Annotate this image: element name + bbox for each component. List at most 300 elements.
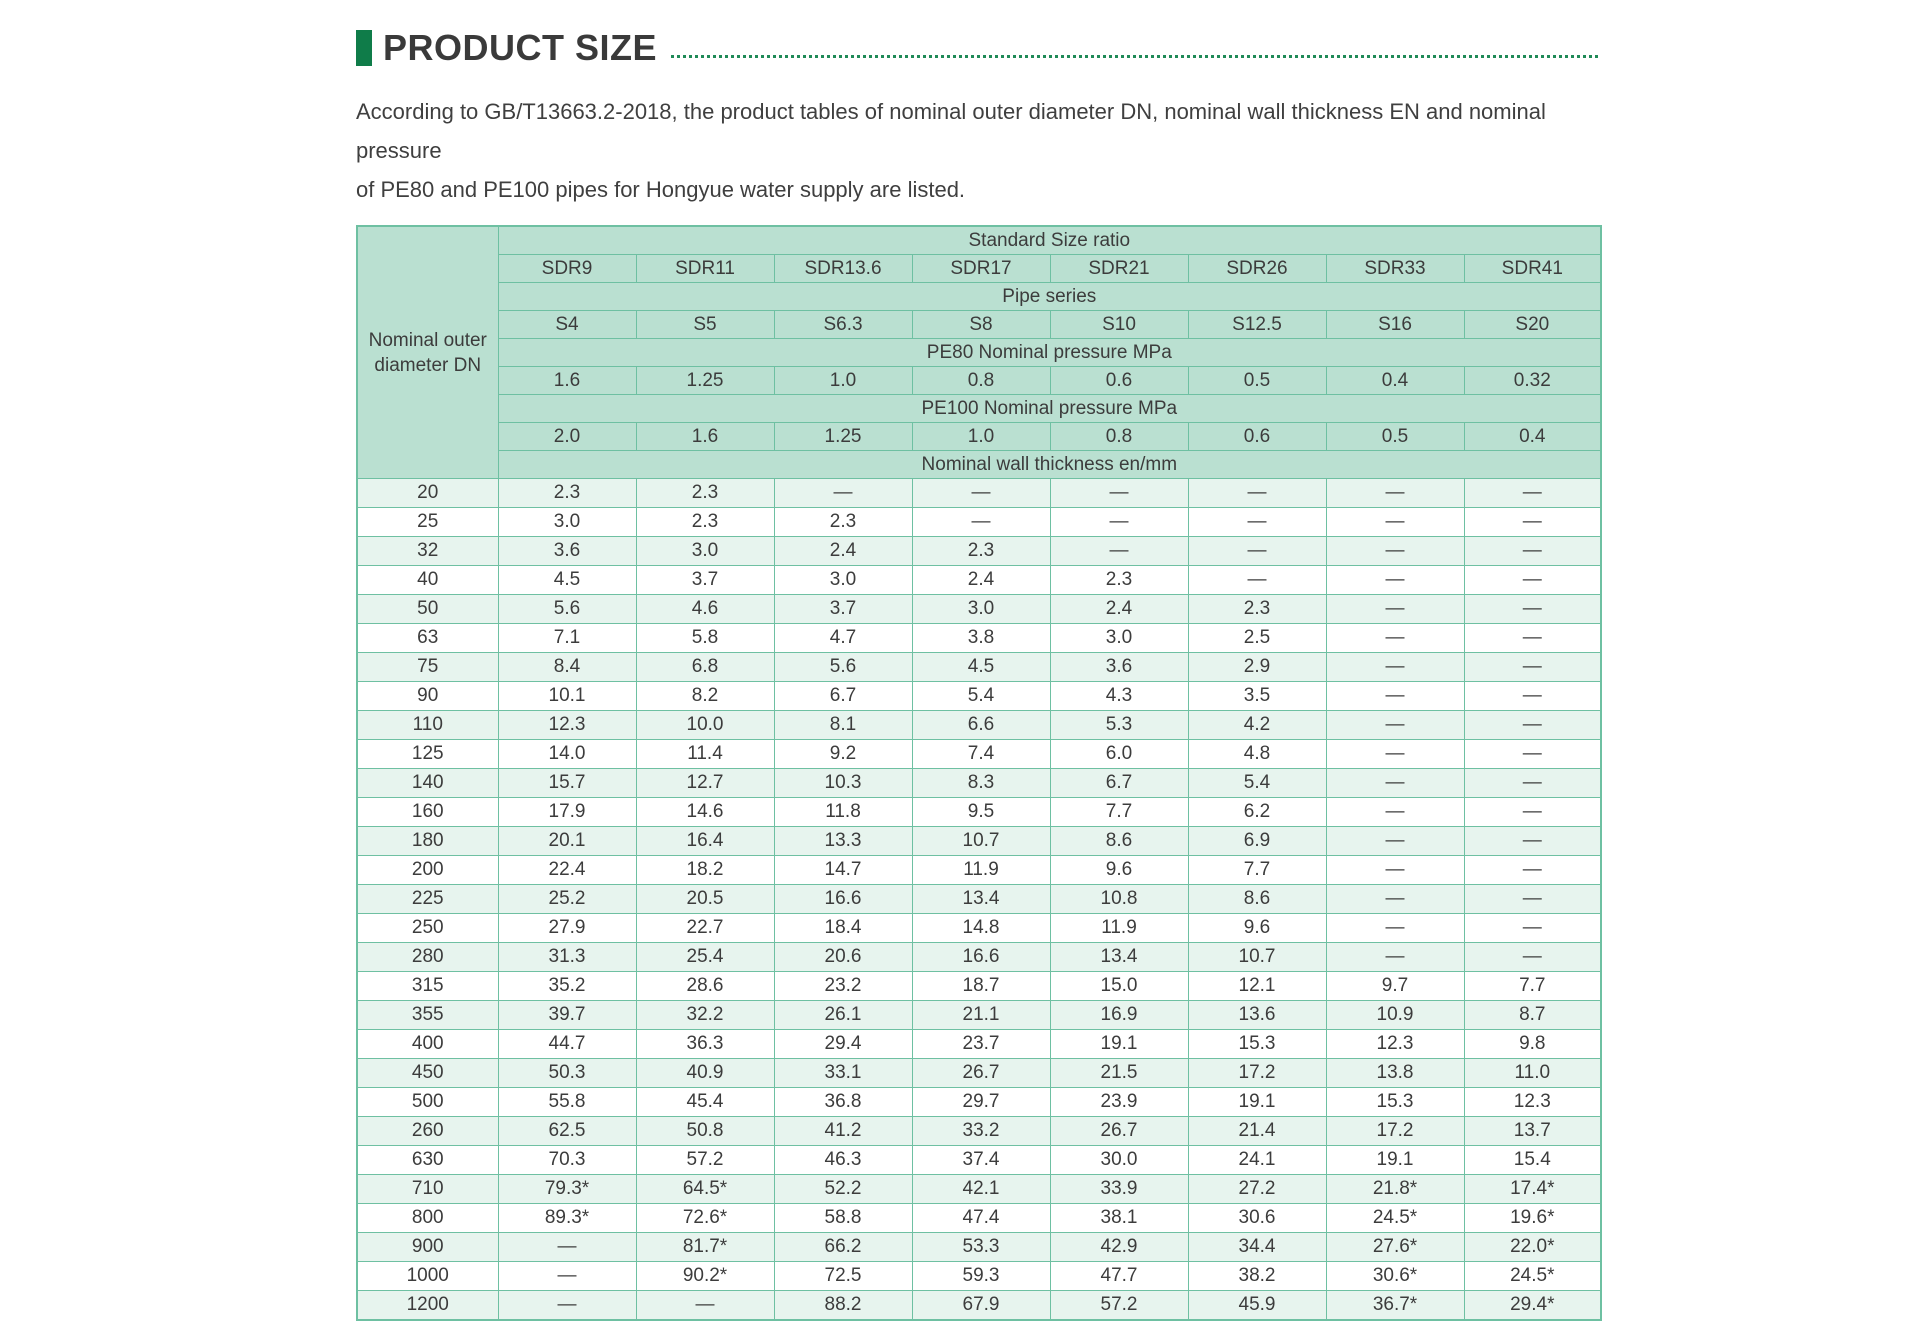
thickness-cell: 12.3 [498, 711, 636, 740]
thickness-cell: 16.4 [636, 827, 774, 856]
dn-cell: 20 [357, 479, 498, 508]
thickness-cell: 6.7 [774, 682, 912, 711]
thickness-cell: 23.2 [774, 972, 912, 1001]
thickness-cell: 26.7 [912, 1059, 1050, 1088]
thickness-cell: 4.5 [912, 653, 1050, 682]
header-group-label-standard-size-ratio: Standard Size ratio [498, 226, 1601, 255]
thickness-cell: 44.7 [498, 1030, 636, 1059]
thickness-cell: — [1326, 885, 1464, 914]
page-content [356, 26, 1598, 1321]
thickness-cell: 7.7 [1464, 972, 1601, 1001]
thickness-cell: 4.2 [1188, 711, 1326, 740]
table-row [357, 972, 1601, 1001]
header-row-pe100-label [357, 395, 1601, 423]
sdr-header-cell: SDR26 [1188, 255, 1326, 283]
thickness-cell: 5.6 [774, 653, 912, 682]
table-row [357, 798, 1601, 827]
thickness-cell: 2.3 [1050, 566, 1188, 595]
table-row [357, 1204, 1601, 1233]
thickness-cell: — [1326, 479, 1464, 508]
header-row-sdr [357, 255, 1601, 283]
thickness-cell: — [1326, 798, 1464, 827]
table-row [357, 1291, 1601, 1321]
thickness-cell: 16.9 [1050, 1001, 1188, 1030]
thickness-cell: — [1464, 479, 1601, 508]
dn-cell: 260 [357, 1117, 498, 1146]
thickness-cell: 19.1 [1188, 1088, 1326, 1117]
thickness-cell: 13.3 [774, 827, 912, 856]
thickness-cell: 50.8 [636, 1117, 774, 1146]
thickness-cell: 6.6 [912, 711, 1050, 740]
thickness-cell: — [1464, 653, 1601, 682]
thickness-cell: 20.5 [636, 885, 774, 914]
thickness-cell: — [1326, 827, 1464, 856]
thickness-cell: 21.8* [1326, 1175, 1464, 1204]
thickness-cell: — [1464, 711, 1601, 740]
table-row [357, 1088, 1601, 1117]
thickness-cell: 90.2* [636, 1262, 774, 1291]
thickness-cell: — [1464, 537, 1601, 566]
dn-cell: 630 [357, 1146, 498, 1175]
section-header [356, 26, 1598, 70]
thickness-cell: 25.4 [636, 943, 774, 972]
thickness-cell: 3.0 [636, 537, 774, 566]
thickness-cell: 28.6 [636, 972, 774, 1001]
thickness-cell: — [1464, 566, 1601, 595]
thickness-cell: 4.3 [1050, 682, 1188, 711]
thickness-cell: 2.4 [912, 566, 1050, 595]
pe80-pressure-cell: 1.0 [774, 367, 912, 395]
thickness-cell: 19.1 [1326, 1146, 1464, 1175]
thickness-cell: 16.6 [912, 943, 1050, 972]
dn-cell: 75 [357, 653, 498, 682]
thickness-cell: 45.9 [1188, 1291, 1326, 1321]
series-header-cell: S4 [498, 311, 636, 339]
pe80-pressure-cell: 0.4 [1326, 367, 1464, 395]
thickness-cell: 4.7 [774, 624, 912, 653]
thickness-cell: 2.3 [636, 479, 774, 508]
dn-cell: 1200 [357, 1291, 498, 1321]
table-row [357, 1146, 1601, 1175]
thickness-cell: 31.3 [498, 943, 636, 972]
dn-cell: 25 [357, 508, 498, 537]
thickness-cell: 36.7* [1326, 1291, 1464, 1321]
table-row [357, 769, 1601, 798]
thickness-cell: 2.3 [774, 508, 912, 537]
table-row [357, 1233, 1601, 1262]
thickness-cell: 2.4 [1050, 595, 1188, 624]
thickness-cell: 4.8 [1188, 740, 1326, 769]
thickness-cell: 8.3 [912, 769, 1050, 798]
thickness-cell: 14.8 [912, 914, 1050, 943]
series-header-cell: S10 [1050, 311, 1188, 339]
table-row [357, 653, 1601, 682]
dn-cell: 180 [357, 827, 498, 856]
thickness-cell: 6.2 [1188, 798, 1326, 827]
thickness-cell: 47.4 [912, 1204, 1050, 1233]
thickness-cell: — [1326, 856, 1464, 885]
table-header [357, 226, 1601, 479]
thickness-cell: 58.8 [774, 1204, 912, 1233]
thickness-cell: 12.3 [1326, 1030, 1464, 1059]
table-row [357, 1059, 1601, 1088]
thickness-cell: 16.6 [774, 885, 912, 914]
pe100-pressure-cell: 2.0 [498, 423, 636, 451]
thickness-cell: 23.9 [1050, 1088, 1188, 1117]
thickness-cell: — [1464, 624, 1601, 653]
thickness-cell: — [774, 479, 912, 508]
thickness-cell: 8.6 [1188, 885, 1326, 914]
thickness-cell: 26.7 [1050, 1117, 1188, 1146]
thickness-cell: 40.9 [636, 1059, 774, 1088]
thickness-cell: 3.6 [1050, 653, 1188, 682]
thickness-cell: 4.6 [636, 595, 774, 624]
thickness-cell: 10.3 [774, 769, 912, 798]
table-body [357, 479, 1601, 1321]
thickness-cell: 3.8 [912, 624, 1050, 653]
thickness-cell: 21.5 [1050, 1059, 1188, 1088]
thickness-cell: — [1464, 885, 1601, 914]
dn-cell: 225 [357, 885, 498, 914]
thickness-cell: 24.5* [1464, 1262, 1601, 1291]
thickness-cell: — [1326, 740, 1464, 769]
thickness-cell: 21.4 [1188, 1117, 1326, 1146]
thickness-cell: — [1188, 508, 1326, 537]
pe80-pressure-cell: 0.32 [1464, 367, 1601, 395]
thickness-cell: 29.7 [912, 1088, 1050, 1117]
table-row [357, 682, 1601, 711]
thickness-cell: 13.8 [1326, 1059, 1464, 1088]
thickness-cell: 10.7 [1188, 943, 1326, 972]
thickness-cell: 2.3 [1188, 595, 1326, 624]
thickness-cell: 5.8 [636, 624, 774, 653]
thickness-cell: 12.7 [636, 769, 774, 798]
pe80-pressure-cell: 1.25 [636, 367, 774, 395]
table-row [357, 508, 1601, 537]
thickness-cell: 6.0 [1050, 740, 1188, 769]
thickness-cell: 45.4 [636, 1088, 774, 1117]
thickness-cell: 6.8 [636, 653, 774, 682]
intro-line-1: According to GB/T13663.2-2018, the product tables of nominal outer diameter DN, nominal wall thickness EN and nominal pressure [356, 99, 1546, 163]
sdr-header-cell: SDR9 [498, 255, 636, 283]
page-title: PRODUCT SIZE [383, 27, 658, 68]
thickness-cell: 27.2 [1188, 1175, 1326, 1204]
table-row [357, 914, 1601, 943]
dn-cell: 800 [357, 1204, 498, 1233]
dn-cell: 32 [357, 537, 498, 566]
series-header-cell: S6.3 [774, 311, 912, 339]
thickness-cell: 66.2 [774, 1233, 912, 1262]
thickness-cell: 30.6* [1326, 1262, 1464, 1291]
dn-cell: 125 [357, 740, 498, 769]
thickness-cell: 7.7 [1188, 856, 1326, 885]
thickness-cell: 10.7 [912, 827, 1050, 856]
thickness-cell: 29.4* [1464, 1291, 1601, 1321]
header-group-label-pe80: PE80 Nominal pressure MPa [498, 339, 1601, 367]
thickness-cell: 24.5* [1326, 1204, 1464, 1233]
thickness-cell: 3.0 [1050, 624, 1188, 653]
thickness-cell: 3.0 [498, 508, 636, 537]
thickness-cell: 6.7 [1050, 769, 1188, 798]
table-row [357, 1117, 1601, 1146]
header-row-pe80-values [357, 367, 1601, 395]
thickness-cell: — [498, 1262, 636, 1291]
thickness-cell: 2.9 [1188, 653, 1326, 682]
thickness-cell: — [1326, 682, 1464, 711]
thickness-cell: 72.6* [636, 1204, 774, 1233]
pe80-pressure-cell: 1.6 [498, 367, 636, 395]
pe80-pressure-cell: 0.6 [1050, 367, 1188, 395]
pe100-pressure-cell: 0.6 [1188, 423, 1326, 451]
thickness-cell: 20.6 [774, 943, 912, 972]
thickness-cell: 50.3 [498, 1059, 636, 1088]
dn-cell: 160 [357, 798, 498, 827]
thickness-cell: 33.1 [774, 1059, 912, 1088]
thickness-cell: 11.9 [1050, 914, 1188, 943]
thickness-cell: — [1326, 914, 1464, 943]
thickness-cell: 8.6 [1050, 827, 1188, 856]
thickness-cell: — [498, 1233, 636, 1262]
header-row-series [357, 311, 1601, 339]
thickness-cell: — [1464, 508, 1601, 537]
table-row [357, 1030, 1601, 1059]
thickness-cell: 23.7 [912, 1030, 1050, 1059]
table-row [357, 885, 1601, 914]
thickness-cell: 41.2 [774, 1117, 912, 1146]
thickness-cell: 81.7* [636, 1233, 774, 1262]
table-row [357, 740, 1601, 769]
thickness-cell: 11.0 [1464, 1059, 1601, 1088]
thickness-cell: 10.0 [636, 711, 774, 740]
thickness-cell: — [636, 1291, 774, 1321]
table-row [357, 943, 1601, 972]
sdr-header-cell: SDR13.6 [774, 255, 912, 283]
dn-cell: 500 [357, 1088, 498, 1117]
thickness-cell: 57.2 [636, 1146, 774, 1175]
thickness-cell: 19.6* [1464, 1204, 1601, 1233]
thickness-cell: 18.4 [774, 914, 912, 943]
table-row [357, 479, 1601, 508]
thickness-cell: 9.7 [1326, 972, 1464, 1001]
pe100-pressure-cell: 1.25 [774, 423, 912, 451]
header-group-label-pe100: PE100 Nominal pressure MPa [498, 395, 1601, 423]
thickness-cell: — [1464, 769, 1601, 798]
thickness-cell: 39.7 [498, 1001, 636, 1030]
thickness-cell: 21.1 [912, 1001, 1050, 1030]
thickness-cell: 3.5 [1188, 682, 1326, 711]
sdr-header-cell: SDR21 [1050, 255, 1188, 283]
thickness-cell: 14.6 [636, 798, 774, 827]
thickness-cell: — [1050, 508, 1188, 537]
thickness-cell: 18.2 [636, 856, 774, 885]
dn-cell: 1000 [357, 1262, 498, 1291]
thickness-cell: 3.7 [636, 566, 774, 595]
thickness-cell: 38.2 [1188, 1262, 1326, 1291]
thickness-cell: 36.8 [774, 1088, 912, 1117]
pe100-pressure-cell: 0.5 [1326, 423, 1464, 451]
series-header-cell: S8 [912, 311, 1050, 339]
thickness-cell: 15.4 [1464, 1146, 1601, 1175]
dn-cell: 355 [357, 1001, 498, 1030]
thickness-cell: 18.7 [912, 972, 1050, 1001]
pe100-pressure-cell: 1.0 [912, 423, 1050, 451]
thickness-cell: 4.5 [498, 566, 636, 595]
dn-cell: 900 [357, 1233, 498, 1262]
thickness-cell: 2.5 [1188, 624, 1326, 653]
thickness-cell: 2.3 [498, 479, 636, 508]
header-group-label-wall-thickness: Nominal wall thickness en/mm [498, 451, 1601, 479]
series-header-cell: S20 [1464, 311, 1601, 339]
thickness-cell: 55.8 [498, 1088, 636, 1117]
thickness-cell: 22.4 [498, 856, 636, 885]
thickness-cell: 62.5 [498, 1117, 636, 1146]
thickness-cell: 3.6 [498, 537, 636, 566]
series-header-cell: S5 [636, 311, 774, 339]
thickness-cell: 52.2 [774, 1175, 912, 1204]
table-row [357, 711, 1601, 740]
thickness-cell: 17.9 [498, 798, 636, 827]
thickness-cell: 79.3* [498, 1175, 636, 1204]
thickness-cell: — [1326, 595, 1464, 624]
table-row [357, 624, 1601, 653]
sdr-header-cell: SDR41 [1464, 255, 1601, 283]
thickness-cell: — [1326, 653, 1464, 682]
thickness-cell: — [1326, 508, 1464, 537]
thickness-cell: 5.6 [498, 595, 636, 624]
thickness-cell: 27.6* [1326, 1233, 1464, 1262]
thickness-cell: 9.6 [1188, 914, 1326, 943]
table-row [357, 1001, 1601, 1030]
dn-cell: 400 [357, 1030, 498, 1059]
thickness-cell: 8.4 [498, 653, 636, 682]
dn-cell: 40 [357, 566, 498, 595]
thickness-cell: 22.7 [636, 914, 774, 943]
thickness-cell: — [498, 1291, 636, 1321]
thickness-cell: 8.1 [774, 711, 912, 740]
series-header-cell: S12.5 [1188, 311, 1326, 339]
dn-cell: 710 [357, 1175, 498, 1204]
thickness-cell: 15.3 [1326, 1088, 1464, 1117]
pe80-pressure-cell: 0.8 [912, 367, 1050, 395]
thickness-cell: — [1464, 682, 1601, 711]
thickness-cell: 15.7 [498, 769, 636, 798]
thickness-cell: 20.1 [498, 827, 636, 856]
thickness-cell: 30.0 [1050, 1146, 1188, 1175]
thickness-cell: 42.1 [912, 1175, 1050, 1204]
table-row [357, 1262, 1601, 1291]
thickness-cell: 3.7 [774, 595, 912, 624]
thickness-cell: — [1464, 798, 1601, 827]
thickness-cell: — [1464, 856, 1601, 885]
dn-cell: 315 [357, 972, 498, 1001]
pe100-pressure-cell: 0.8 [1050, 423, 1188, 451]
thickness-cell: 11.8 [774, 798, 912, 827]
dn-cell: 450 [357, 1059, 498, 1088]
thickness-cell: 88.2 [774, 1291, 912, 1321]
thickness-cell: 13.7 [1464, 1117, 1601, 1146]
thickness-cell: 26.1 [774, 1001, 912, 1030]
thickness-cell: 12.3 [1464, 1088, 1601, 1117]
thickness-cell: 10.1 [498, 682, 636, 711]
pe100-pressure-cell: 0.4 [1464, 423, 1601, 451]
thickness-cell: 53.3 [912, 1233, 1050, 1262]
thickness-cell: 22.0* [1464, 1233, 1601, 1262]
thickness-cell: 8.2 [636, 682, 774, 711]
thickness-cell: 11.4 [636, 740, 774, 769]
sdr-header-cell: SDR33 [1326, 255, 1464, 283]
sdr-header-cell: SDR11 [636, 255, 774, 283]
thickness-cell: 10.9 [1326, 1001, 1464, 1030]
header-row-wall-thickness [357, 451, 1601, 479]
thickness-cell: 15.0 [1050, 972, 1188, 1001]
thickness-cell: 25.2 [498, 885, 636, 914]
table-row [357, 1175, 1601, 1204]
thickness-cell: — [1326, 624, 1464, 653]
thickness-cell: 5.4 [1188, 769, 1326, 798]
thickness-cell: — [1188, 566, 1326, 595]
thickness-cell: 37.4 [912, 1146, 1050, 1175]
thickness-cell: — [1326, 537, 1464, 566]
dn-cell: 50 [357, 595, 498, 624]
header-row-pe80-label [357, 339, 1601, 367]
thickness-cell: — [1464, 914, 1601, 943]
dn-cell: 200 [357, 856, 498, 885]
thickness-cell: — [1050, 537, 1188, 566]
header-row-standard-size-ratio [357, 226, 1601, 255]
pe80-pressure-cell: 0.5 [1188, 367, 1326, 395]
thickness-cell: 15.3 [1188, 1030, 1326, 1059]
thickness-cell: 57.2 [1050, 1291, 1188, 1321]
thickness-cell: 2.3 [636, 508, 774, 537]
thickness-cell: 35.2 [498, 972, 636, 1001]
thickness-cell: 14.7 [774, 856, 912, 885]
thickness-cell: 5.4 [912, 682, 1050, 711]
product-size-table [356, 225, 1602, 1321]
thickness-cell: 33.9 [1050, 1175, 1188, 1204]
thickness-cell: — [1188, 537, 1326, 566]
thickness-cell: 42.9 [1050, 1233, 1188, 1262]
thickness-cell: 6.9 [1188, 827, 1326, 856]
thickness-cell: — [912, 508, 1050, 537]
dn-cell: 90 [357, 682, 498, 711]
thickness-cell: 2.3 [912, 537, 1050, 566]
title-bullet-icon [356, 30, 372, 66]
table-row [357, 566, 1601, 595]
thickness-cell: — [1188, 479, 1326, 508]
thickness-cell: 30.6 [1188, 1204, 1326, 1233]
thickness-cell: 9.2 [774, 740, 912, 769]
thickness-cell: 13.6 [1188, 1001, 1326, 1030]
thickness-cell: 46.3 [774, 1146, 912, 1175]
thickness-cell: 8.7 [1464, 1001, 1601, 1030]
thickness-cell: — [1464, 740, 1601, 769]
header-row-pipe-series [357, 283, 1601, 311]
series-header-cell: S16 [1326, 311, 1464, 339]
pe100-pressure-cell: 1.6 [636, 423, 774, 451]
thickness-cell: 67.9 [912, 1291, 1050, 1321]
thickness-cell: — [1464, 827, 1601, 856]
sdr-header-cell: SDR17 [912, 255, 1050, 283]
thickness-cell: 70.3 [498, 1146, 636, 1175]
dn-cell: 110 [357, 711, 498, 740]
thickness-cell: 29.4 [774, 1030, 912, 1059]
thickness-cell: — [912, 479, 1050, 508]
dn-cell: 63 [357, 624, 498, 653]
corner-header-cell: Nominal outer diameter DN [357, 226, 498, 479]
thickness-cell: 47.7 [1050, 1262, 1188, 1291]
thickness-cell: — [1326, 711, 1464, 740]
thickness-cell: 10.8 [1050, 885, 1188, 914]
